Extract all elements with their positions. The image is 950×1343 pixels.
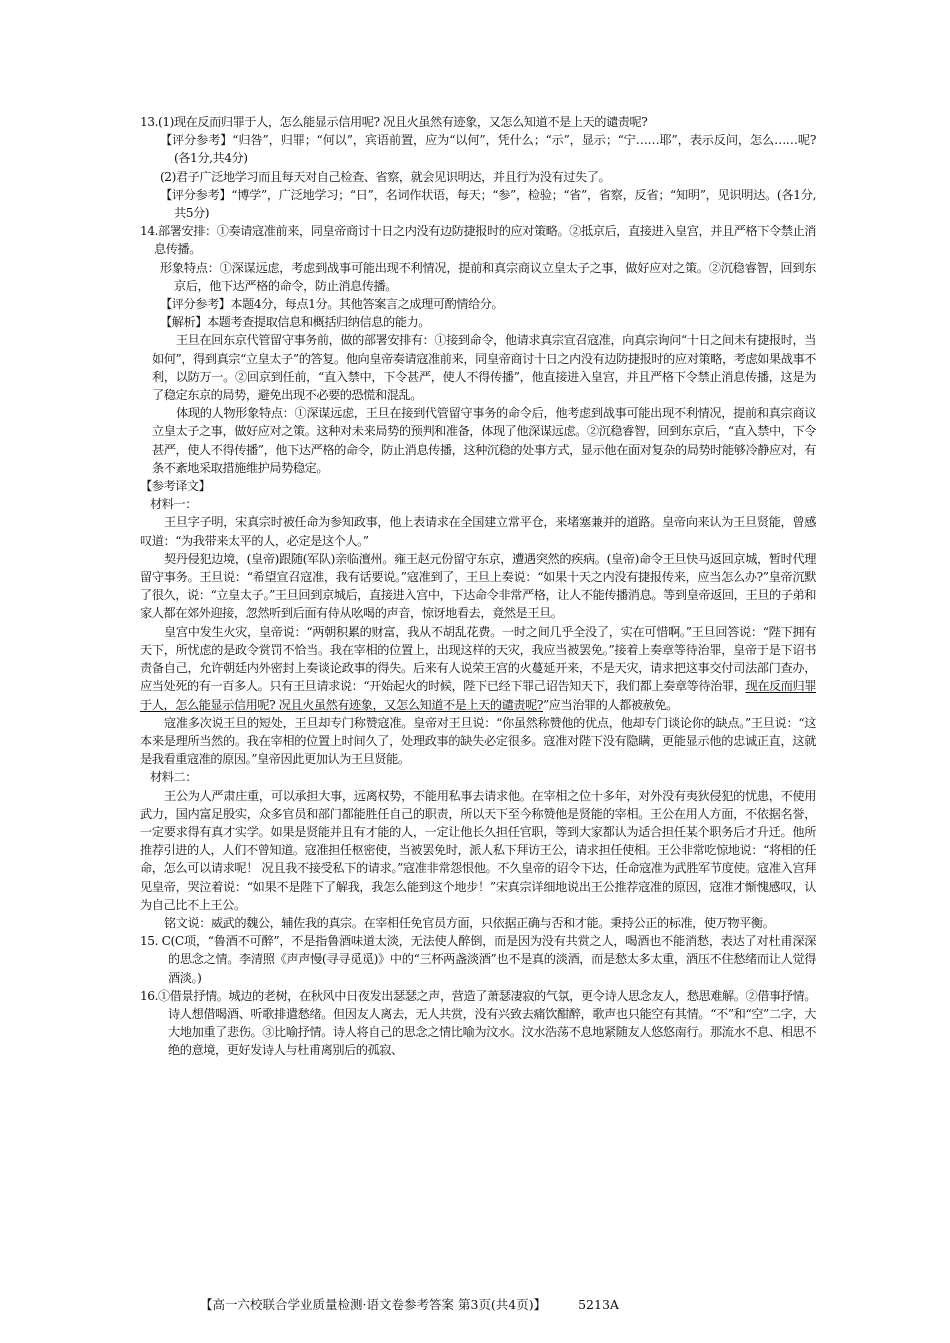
q14-traits: 形象特点：①深谋远虑，考虑到战事可能出现不利情况，提前和真宗商议立皇太子之事，做好应对之策。②沉稳睿智，回到东京后，他下达严格的命令，防止消息传播。 xyxy=(160,260,816,293)
q13-scoring-2: 【评分参考】“博学”，广泛地学习；“日”，名词作状语，每天；“参”，检验；“省”，省察，反省；“知明”，见识明达。(各1分,共5分) xyxy=(160,187,816,221)
material-2-para-1: 王公为人严肃庄重，可以承担大事，远离权势，不能用私事去请求他。在宰相之位十多年，对外没有夷狄侵犯的忧患，不使用武力，国内富足殷实，众多官员和部门都能胜任自己的职责，所以天下至今称赞他是贤能的宰相。王公在用人方面，不依据名誉，一定要求得有真才实学。如果是贤能并且有才能的人，一定让他长久担任官职，等到大家都认为适合担任某个职务后才升迁。他所推荐引进的人，人们不曾知道。寇准担任枢密使，当被罢免时，派人私下拜访王公，请求担任使相。王公非常吃惊地说：“将相的任命，怎么可以请求呢！ 况且我不接受私下的请求。”寇准非常怨恨他。不久皇帝的诏令下达，任命寇准为武胜军节度使。寇准入宫拜见皇帝，哭泣着说：“如果不是陛下了解我，我怎么能到这个地步！”宋真宗详细地说出王公推荐寇准的原因，寇准才惭愧感叹，认为自己比不上王公。 xyxy=(140,788,816,912)
q13-answer-2: (2)君子广泛地学习而且每天对自己检查、省察，就会见识明达，并且行为没有过失了。 xyxy=(160,169,611,184)
q14-analysis-1: 王旦在回东京代管留守事务前，做的部署安排有：①接到命令，他请求真宗宣召寇准，向真宗询问“十日之间未有捷报时，当如何”，得到真宗“立皇太子”的答复。他向皇帝奏请寇准前来，同皇帝商讨十日之内没有边防捷报时的应对策略，考虑如果战事不利，以防万一。②回京到任前，“直入禁中，下令甚严，使人不得传播”，他直接进入皇宫，并且严格下令禁止消息传播，这是为了稳定东京的局势，避免出现不必要的恐慌和混乱。 xyxy=(152,333,816,403)
para-3-ending: ”应当治罪的人都被赦免。 xyxy=(542,697,678,712)
q14-analysis-2: 体现的人物形象特点：①深谋远虑，王旦在接到代管留守事务的命令后，他考虑到战事可能出现不利情况，提前和真宗商议立皇太子之事，做好应对之策。这种对未来局势的预判和准备，体现了他深谋远虑。②沉稳睿智，回到东京后，“直入禁中，下令甚严，使人不得传播”，他下达严格的命令，防止消息传播，这种沉稳的处事方式，显示他在面对复杂的局势时能够冷静应对，有条不紊地采取措施维护局势稳定。 xyxy=(152,406,816,475)
q14-scoring: 【评分参考】本题4分，每点1分。其他答案言之成理可酌情给分。 xyxy=(160,297,504,312)
q15-answer: 15. C(C项，“鲁酒不可醉”，不是指鲁酒味道太淡，无法使人醉倒，而是因为没有共赏之人，喝酒也不能消愁，表达了对杜甫深深的思念之情。李清照《声声慢(寻寻觅觅)》中的“三杯两盏淡酒”也不是真的淡酒，而是愁太多太重，酒压不住愁绪而让人觉得酒淡。) xyxy=(140,934,816,985)
q13-answer-1: 13.(1)现在反而归罪于人，怎么能显示信用呢? 况且火虽然有迹象，又怎么知道不是上天的谴责呢? xyxy=(140,115,648,129)
q16-answer: 16.①借景抒情。城边的老树，在秋风中日夜发出瑟瑟之声，营造了萧瑟凄寂的气氛，更令诗人思念友人，愁思难解。②借事抒情。诗人想借喝酒、听歌排遣愁绪。但因友人离去，无人共赏，没有兴致去痛饮酣醉，歌声也只能空有其情。“不”和“空”二字，大大地加重了悲伤。③比喻抒情。诗人将自己的思念之情比喻为汶水。汶水浩荡不息地紧随友人悠悠南行。那流水不息、相思不绝的意境，更好发诗人与杜甫离别后的孤寂、 xyxy=(140,988,816,1058)
material-1-para-2: 契丹侵犯边境，(皇帝)跟随(军队)亲临澶州。雍王赵元份留守东京，遭遇突然的疾病。(皇帝)命令王旦快马返回京城，暂时代理留守事务。王旦说：“希望宣召寇准，我有话要说。”寇准到了，王旦上奏说：“如果十天之内没有捷报传来，应当怎么办?”皇帝沉默了很久，说：“立皇太子。”王旦回到京城后，直接进入宫中，下达命令非常严格，让人不能传播消息。等到皇帝返回，王旦的子弟和家人都在郊外迎接，忽然听到后面有侍从吆喝的声音，惊讶地看去，竟然是王旦。 xyxy=(140,551,816,621)
material-2-label: 材料二： xyxy=(150,770,197,785)
page-footer xyxy=(200,1295,820,1313)
para-3-text: 皇宫中发生火灾，皇帝说：“两朝积累的财富，我从不胡乱花费。一时之间几乎全没了，实在可惜啊。”王旦回答说：“陛下拥有天下，所忧虑的是政令赏罚不恰当。我在宰相的位置上，出现这样的天灾，我应当被罢免。”接着上奏章等待治罪，皇帝于是下诏书责备自己，允许朝廷内外密封上奏谈论政事的得失。后来有人说荣王宫的火蔓延开来，不是天灾，请求把这事交付司法部门查办，应当处死的有一百多人。只有王旦请求说：“开始起火的时候，陛下已经下罪己诏告知天下，我们都上奏章等待治罪， xyxy=(140,624,816,694)
footer-title: 【高一六校联合学业质量检测·语文卷参考答案 第3页(共4页)】 xyxy=(200,1297,547,1312)
material-1-para-4: 寇准多次说王旦的短处，王旦却专门称赞寇准。皇帝对王旦说：“你虽然称赞他的优点，他却专门谈论你的缺点。”王旦说：“这本来是理所当然的。我在宰相的位置上时间久了，处理政事的缺失必定很多。寇准对陛下没有隐瞒，更能显示他的忠诚正直，这就是我看重寇准的原因。”皇帝因此更加认为王旦贤能。 xyxy=(140,715,816,767)
translation-heading: 【参考译文】 xyxy=(140,479,211,494)
material-1-para-3 xyxy=(140,623,816,714)
underlined-answer-text: 现在反而归罪于人，怎么能显示信用呢? 况且火虽然有迹象，又怎么知道不是上天的谴责呢? xyxy=(140,679,816,712)
q13-scoring-1: 【评分参考】“归咎”，归罪；“何以”，宾语前置，应为“以何”，凭什么；“示”，显示；“宁……耶”，表示反问，怎么……呢? (各1分,共4分) xyxy=(160,133,816,166)
footer-code: 5213A xyxy=(578,1297,619,1312)
q14-deployment: 14.部署安排：①奏请寇准前来，同皇帝商讨十日之内没有边防捷报时的应对策略。②抵京后，直接进入皇宫，并且严格下令禁止消息传播。 xyxy=(140,224,816,257)
material-1-label: 材料一： xyxy=(150,497,197,512)
material-1-para-1: 王旦字子明，宋真宗时被任命为参知政事，他上表请求在全国建立常平仓，来堵塞兼并的道路。皇帝向来认为王旦贤能，曾感叹道：“为我带来太平的人，必定是这个人。” xyxy=(140,515,816,548)
q14-analysis-heading: 【解析】本题考查提取信息和概括归纳信息的能力。 xyxy=(160,315,430,330)
material-2-inscription: 铭文说：威武的魏公，辅佐我的真宗。在宰相任免官员方面，只依据正确与否和才能。秉持公正的标准，使万物平衡。 xyxy=(164,915,775,930)
answer-content xyxy=(140,113,816,1060)
